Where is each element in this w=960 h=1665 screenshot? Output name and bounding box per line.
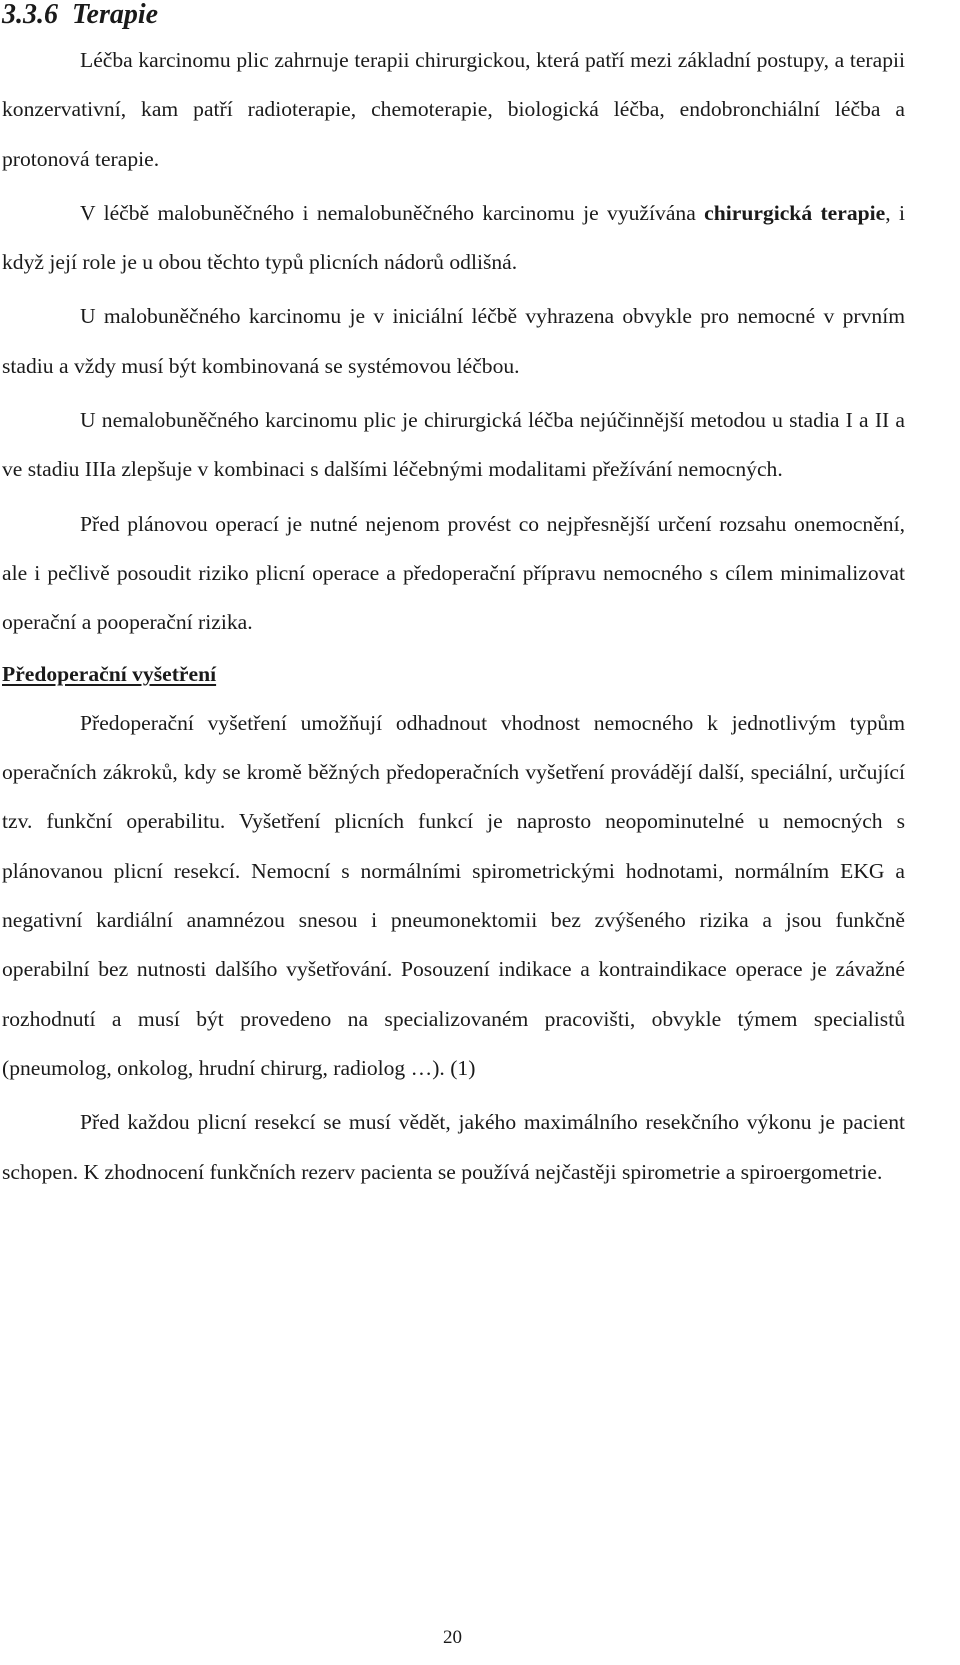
subsection-heading: Předoperační vyšetření (2, 661, 217, 686)
paragraph-non-small-cell: U nemalobuněčného karcinomu plic je chirurgická léčba nejúčinnější metodou u stadia I a II a ve stadiu IIIa zlepšuje v kombinaci s dalšími léčebnými modalitami přežívání nemocných. (2, 408, 905, 482)
paragraph-preoperative-exams: Předoperační vyšetření umožňují odhadnout vhodnost nemocného k jednotlivým typům operačních zákroků, kdy se kromě běžných předoperačních vyšetření provádějí další, speciální, určující tzv. funkční operabilitu. Vyšetření plicních funkcí je naprosto neopominutelné u nemocných s plánovanou plicní resekcí. Nemocní s normálními spirometrickými hodnotami, normálním EKG a negativní kardiální anamnézou snesou i pneumonektomii bez zvýšeného rizika a jsou funkčně operabilní bez nutnosti dalšího vyšetřování. Posouzení indikace a kontraindikace operace je závažné rozhodnutí a musí být provedeno na specializovaném pracovišti, obvykle týmem specialistů (pneumolog, onkolog, hrudní chirurg, radiolog …). (1) (2, 710, 905, 1080)
section-number: 3.3.6 (2, 0, 58, 30)
paragraph-text: , i když její role je u obou těchto typů plicních nádorů odlišná. (2, 200, 905, 275)
paragraph-text: V léčbě malobuněčného i nemalobuněčného karcinomu je využívána (80, 200, 705, 225)
paragraph-planned-operation: Před plánovou operací je nutné nejenom provést co nejpřesnější určení rozsahu onemocnění, ale i pečlivě posoudit riziko plicní operace a předoperační přípravu nemocného s cílem minimalizovat operační a pooperační rizika. (2, 511, 905, 635)
paragraph-therapy-overview: Léčba karcinomu plic zahrnuje terapii chirurgickou, která patří mezi základní postupy, a terapii konzervativní, kam patří radioterapie, chemoterapie, biologická léčba, endobronchiální léčba a protonová terapie. (2, 48, 905, 171)
paragraph-small-cell: U malobuněčného karcinomu je v iniciální léčbě vyhrazena obvykle pro nemocné v prvním stadiu a vždy musí být kombinovaná se systémovou léčbou. (2, 304, 905, 378)
page-number: 20 (443, 1627, 462, 1648)
paragraph-resection-capacity: Před každou plicní resekcí se musí vědět, jakého maximálního resekčního výkonu je pacient schopen. K zhodnocení funkčních rezerv pacienta se používá nejčastěji spirometrie a spiroergometrie. (2, 1110, 905, 1184)
section-title: Terapie (72, 0, 159, 30)
section-heading (2, 0, 905, 30)
paragraph-surgical-role (2, 189, 905, 288)
bold-term: chirurgická terapie (704, 200, 886, 225)
